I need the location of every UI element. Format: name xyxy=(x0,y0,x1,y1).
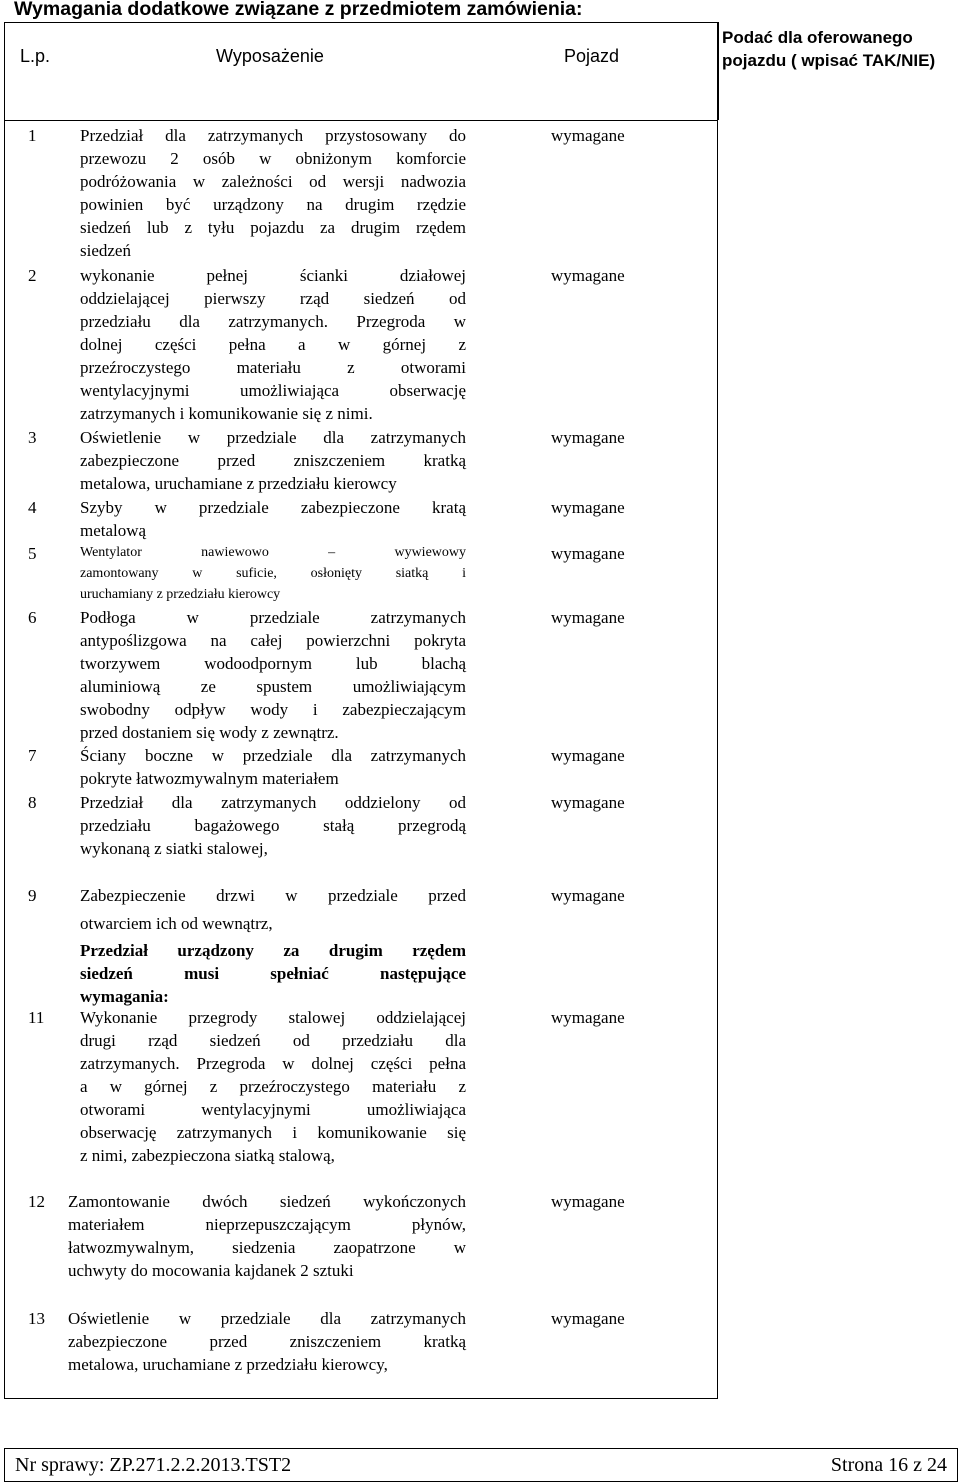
row-number: 13 xyxy=(28,1309,45,1328)
header-vehicle: Pojazd xyxy=(564,46,620,66)
description-line: Podłoga w przedziale zatrzymanych xyxy=(80,608,466,627)
description-line: siedzeń xyxy=(80,241,131,260)
description-line: metalowa, uruchamiane z przedziału kierowcy, xyxy=(68,1355,388,1374)
row-vehicle-value: wymagane xyxy=(551,544,625,563)
description-line: Ściany boczne w przedziale dla zatrzymanych xyxy=(80,746,466,765)
row-vehicle-value: wymagane xyxy=(551,793,625,812)
description-line: tworzywem wodoodpornym lub blachą xyxy=(80,654,466,673)
row-number: 2 xyxy=(28,266,37,285)
bold-subheading-line: siedzeń musi spełniać następujące xyxy=(80,964,466,983)
row-description xyxy=(80,426,466,495)
row-vehicle-value: wymagane xyxy=(551,1008,625,1027)
description-line: aluminiową ze spustem umożliwiającym xyxy=(80,677,466,696)
row-vehicle-value: wymagane xyxy=(551,428,625,447)
page-heading: Wymagania dodatkowe związane z przedmiotem zamówienia: xyxy=(14,0,583,20)
description-line: metalowa, uruchamiane z przedziału kierowcy xyxy=(80,474,397,493)
row-description xyxy=(80,791,466,860)
description-line: Oświetlenie w przedziale dla zatrzymanych xyxy=(80,428,466,447)
description-line: łatwozmywalnym, siedzenia zaopatrzone w xyxy=(68,1238,466,1257)
row-number: 6 xyxy=(28,608,37,627)
row-description xyxy=(80,496,466,542)
row-number: 9 xyxy=(28,886,37,905)
row-description xyxy=(68,1190,466,1282)
row-number: 11 xyxy=(28,1008,45,1027)
row-description xyxy=(80,744,466,790)
row-vehicle-value: wymagane xyxy=(551,746,625,765)
row-number: 7 xyxy=(28,746,37,765)
description-line: Przedział dla zatrzymanych przystosowany do xyxy=(80,126,466,145)
description-line: przed dostaniem się wody z zewnątrz. xyxy=(80,723,339,742)
row-description xyxy=(80,542,466,605)
row-number: 3 xyxy=(28,428,37,447)
row-description xyxy=(68,1307,466,1376)
description-line: wentylacyjnymi umożliwiająca obserwację xyxy=(80,381,466,400)
offer-column-border xyxy=(718,22,719,120)
row-number: 5 xyxy=(28,544,37,563)
description-line: antypoślizgowa na całej powierzchni pokryta xyxy=(80,631,466,650)
description-line: Oświetlenie w przedziale dla zatrzymanych xyxy=(68,1309,466,1328)
row-description xyxy=(80,264,466,425)
bold-subheading-line: wymagania: xyxy=(80,987,169,1006)
description-line: Zabezpieczenie drzwi w przedziale przed xyxy=(80,886,466,905)
description-line: wykonaną z siatki stalowej, xyxy=(80,839,268,858)
description-line: a w górnej z przeźroczystego materiału z xyxy=(80,1077,466,1096)
row-vehicle-value: wymagane xyxy=(551,1192,625,1211)
bold-subheading-line: Przedział urządzony za drugim rzędem xyxy=(80,941,466,960)
description-line: Zamontowanie dwóch siedzeń wykończonych xyxy=(68,1192,466,1211)
description-line: przewozu 2 osób w obniżonym komforcie xyxy=(80,149,466,168)
description-line: uchwyty do mocowania kajdanek 2 sztuki xyxy=(68,1261,354,1280)
description-line: przedziału bagażowego stałą przegrodą xyxy=(80,816,466,835)
header-equipment: Wyposażenie xyxy=(216,46,324,66)
description-line: powinien być urządzony na drugim rzędzie xyxy=(80,195,466,214)
description-line: zabezpieczone przed zniszczeniem kratką xyxy=(80,451,466,470)
description-line: zabezpieczone przed zniszczeniem kratką xyxy=(68,1332,466,1351)
header-lp: L.p. xyxy=(20,46,51,66)
row-vehicle-value: wymagane xyxy=(551,266,625,285)
row-number: 1 xyxy=(28,126,37,145)
description-line: oddzielającej pierwszy rząd siedzeń od xyxy=(80,289,466,308)
description-line: swobodny odpływ wody i zabezpieczającym xyxy=(80,700,466,719)
description-line: wykonanie pełnej ścianki działowej xyxy=(80,266,466,285)
description-line: zatrzymanych i komunikowanie się z nimi. xyxy=(80,404,373,423)
description-line: Przedział dla zatrzymanych oddzielony od xyxy=(80,793,466,812)
row-vehicle-value: wymagane xyxy=(551,126,625,145)
row-vehicle-value: wymagane xyxy=(551,608,625,627)
row-vehicle-value: wymagane xyxy=(551,1309,625,1328)
description-line: drugi rząd siedzeń od przedziału dla xyxy=(80,1031,466,1050)
description-line: z nimi, zabezpieczona siatką stalową, xyxy=(80,1146,335,1165)
table-top-border xyxy=(4,22,718,23)
description-line: dolnej części pełna a w górnej z xyxy=(80,335,466,354)
description-line: materiałem nieprzepuszczającym płynów, xyxy=(68,1215,466,1234)
row-vehicle-value: wymagane xyxy=(551,498,625,517)
description-line: Wentylator nawiewowo – wywiewowy xyxy=(80,545,466,560)
description-line: przeźroczystego materiału z otworami xyxy=(80,358,466,377)
header-separator xyxy=(4,120,718,121)
page-number: Strona 16 z 24 xyxy=(830,1454,947,1476)
description-line: zatrzymanych. Przegroda w dolnej części pełna xyxy=(80,1054,466,1073)
row-vehicle-value: wymagane xyxy=(551,886,625,905)
header-offer: Podać dla oferowanego pojazdu ( wpisać TAK/NIE) xyxy=(722,28,936,70)
description-line: siedzeń lub z tyłu pojazdu za drugim rzędem xyxy=(80,218,466,237)
description-line: zamontowany w suficie, osłonięty siatką i xyxy=(80,566,466,581)
page-footer xyxy=(4,1448,958,1482)
description-line: Wykonanie przegrody stalowej oddzielającej xyxy=(80,1008,466,1027)
description-line: przedziału dla zatrzymanych. Przegroda w xyxy=(80,312,466,331)
description-line: metalową xyxy=(80,521,147,540)
description-line: uruchamiany z przedziału kierowcy xyxy=(80,587,281,602)
description-line: pokryte łatwozmywalnym materiałem xyxy=(80,769,339,788)
row-number: 4 xyxy=(28,498,37,517)
description-line: podróżowania w zależności od wersji nadwozia xyxy=(80,172,466,191)
row-description xyxy=(80,124,466,262)
row-description xyxy=(80,606,466,744)
description-line: otwarciem ich od wewnątrz, xyxy=(80,914,273,933)
row-description xyxy=(80,884,466,1008)
case-number: Nr sprawy: ZP.271.2.2.2013.TST2 xyxy=(15,1454,292,1476)
row-number: 8 xyxy=(28,793,37,812)
description-line: otworami wentylacyjnymi umożliwiająca xyxy=(80,1100,466,1119)
description-line: obserwację zatrzymanych i komunikowanie się xyxy=(80,1123,466,1142)
row-number: 12 xyxy=(28,1192,45,1211)
description-line: Szyby w przedziale zabezpieczone kratą xyxy=(80,498,466,517)
row-description xyxy=(80,1006,466,1167)
